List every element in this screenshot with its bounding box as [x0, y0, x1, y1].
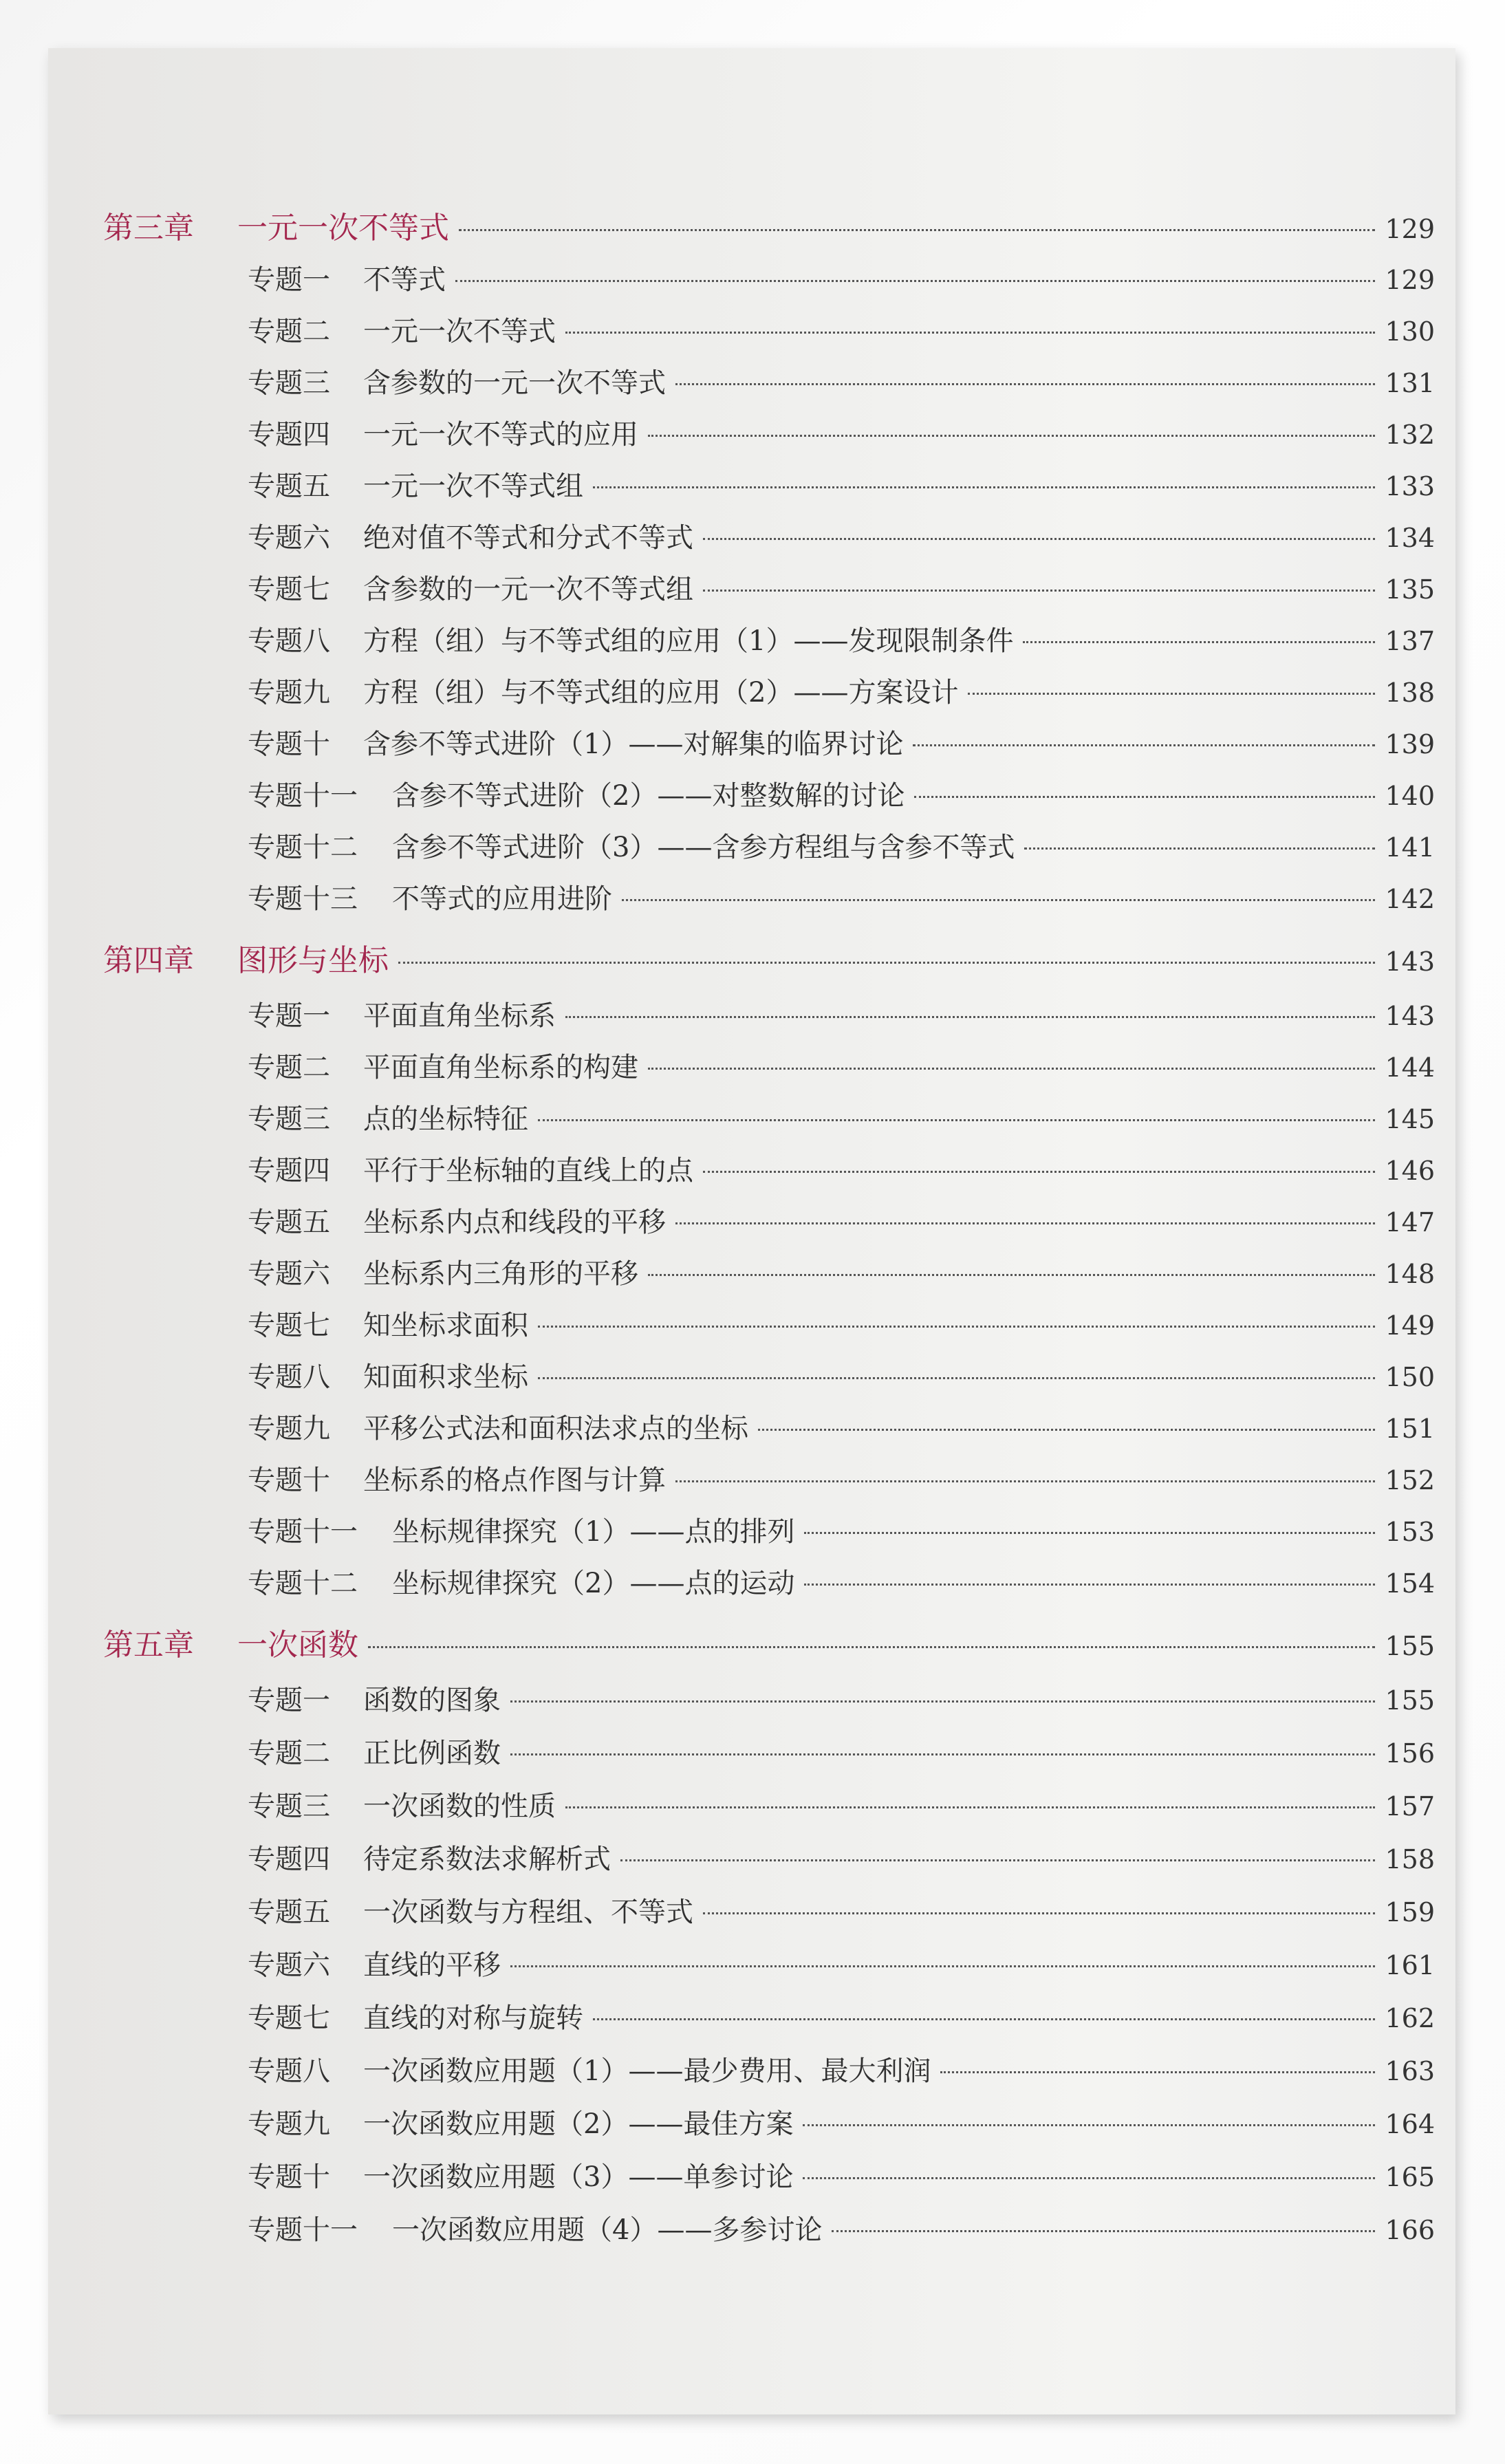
- topic-row: [248, 1407, 1435, 1446]
- topic-title: 知面积求坐标: [363, 1361, 528, 1393]
- topic-row: [248, 671, 1435, 710]
- page-number: 154: [1385, 1568, 1435, 1599]
- page-number: 143: [1385, 947, 1435, 977]
- topic-label: 专题四: [248, 419, 330, 451]
- topic-row: [248, 516, 1435, 555]
- topic-label: 专题十二: [248, 832, 358, 863]
- page-number: 147: [1385, 1207, 1435, 1238]
- topic-row: [248, 1996, 1435, 2035]
- page-number: 133: [1385, 471, 1435, 501]
- topic-row: [248, 1304, 1435, 1343]
- dot-leader: [703, 1171, 1375, 1173]
- page-number: 152: [1385, 1465, 1435, 1495]
- topic-label: 专题四: [248, 1155, 330, 1187]
- dot-leader: [622, 899, 1375, 901]
- page-number: 143: [1385, 1001, 1435, 1031]
- page-number: 155: [1385, 1631, 1435, 1661]
- page-number: 165: [1385, 2162, 1435, 2192]
- page-number: 164: [1385, 2109, 1435, 2139]
- topic-row: [248, 774, 1435, 813]
- topic-title: 平移公式法和面积法求点的坐标: [363, 1413, 748, 1445]
- dot-leader: [803, 2177, 1375, 2179]
- topic-label: 专题六: [248, 1258, 330, 1290]
- topic-label: 专题五: [248, 1207, 330, 1238]
- topic-label: 专题三: [248, 1791, 330, 1822]
- dot-leader: [459, 229, 1375, 231]
- topic-title: 一次函数应用题（3）——单参讨论: [363, 2161, 794, 2193]
- dot-leader: [398, 962, 1375, 964]
- topic-title: 不等式: [363, 264, 446, 296]
- topic-label: 专题二: [248, 1738, 330, 1769]
- dot-leader: [675, 1222, 1375, 1224]
- page-number: 155: [1385, 1685, 1435, 1716]
- topic-label: 专题五: [248, 1896, 330, 1928]
- topic-title: 一元一次不等式: [363, 316, 556, 347]
- dot-leader: [593, 486, 1375, 488]
- topic-title: 一元一次不等式组: [363, 471, 583, 502]
- topic-label: 专题十: [248, 728, 330, 760]
- topic-label: 专题十三: [248, 883, 358, 915]
- topic-row: [248, 994, 1435, 1033]
- page-number: 162: [1385, 2003, 1435, 2033]
- table-of-contents: [48, 48, 1455, 2414]
- page-number: 153: [1385, 1517, 1435, 1547]
- page-number: 148: [1385, 1259, 1435, 1289]
- dot-leader: [620, 1859, 1375, 1861]
- dot-leader: [703, 590, 1375, 592]
- topic-title: 一元一次不等式的应用: [363, 419, 638, 451]
- dot-leader: [368, 1646, 1375, 1648]
- topic-label: 专题六: [248, 522, 330, 554]
- topic-row: [248, 1097, 1435, 1136]
- page-number: 132: [1385, 420, 1435, 450]
- chapter-title: 图形与坐标: [237, 943, 389, 978]
- topic-row: [248, 619, 1435, 658]
- topic-label: 专题十一: [248, 780, 358, 812]
- topic-label: 专题一: [248, 264, 330, 296]
- topic-title: 点的坐标特征: [363, 1103, 528, 1135]
- page-number: 149: [1385, 1310, 1435, 1341]
- topic-title: 坐标规律探究（2）——点的运动: [392, 1568, 795, 1599]
- dot-leader: [832, 2230, 1375, 2232]
- topic-row: [248, 258, 1435, 297]
- dot-leader: [455, 280, 1375, 282]
- topic-row: [248, 2155, 1435, 2194]
- dot-leader: [914, 796, 1375, 798]
- topic-label: 专题十: [248, 1465, 330, 1496]
- topic-row: [248, 1890, 1435, 1930]
- dot-leader: [804, 1532, 1375, 1534]
- topic-label: 专题六: [248, 1949, 330, 1981]
- topic-title: 直线的平移: [363, 1949, 501, 1981]
- page-number: 142: [1385, 884, 1435, 914]
- topic-row: [248, 1252, 1435, 1291]
- topic-label: 专题九: [248, 2108, 330, 2140]
- book-page: [48, 48, 1455, 2414]
- page-number: 156: [1385, 1738, 1435, 1769]
- topic-title: 含参数的一元一次不等式: [363, 367, 666, 399]
- topic-row: [248, 1355, 1435, 1394]
- page-number: 151: [1385, 1414, 1435, 1444]
- dot-leader: [648, 435, 1375, 437]
- topic-label: 专题八: [248, 2055, 330, 2087]
- dot-leader: [703, 1912, 1375, 1914]
- page-number: 134: [1385, 523, 1435, 553]
- page-number: 145: [1385, 1104, 1435, 1134]
- dot-leader: [510, 1965, 1375, 1967]
- chapter-title: 一次函数: [237, 1628, 358, 1663]
- topic-title: 含参不等式进阶（2）——对整数解的讨论: [392, 780, 905, 812]
- topic-label: 专题九: [248, 677, 330, 709]
- dot-leader: [675, 383, 1375, 385]
- topic-title: 含参不等式进阶（1）——对解集的临界讨论: [363, 728, 904, 760]
- topic-title: 正比例函数: [363, 1738, 501, 1769]
- topic-title: 平行于坐标轴的直线上的点: [363, 1155, 693, 1187]
- topic-label: 专题七: [248, 1310, 330, 1341]
- topic-row: [248, 1784, 1435, 1824]
- topic-label: 专题七: [248, 574, 330, 605]
- topic-title: 函数的图象: [363, 1685, 501, 1716]
- dot-leader: [565, 1016, 1375, 1018]
- topic-label: 专题二: [248, 316, 330, 347]
- topic-label: 专题一: [248, 1685, 330, 1716]
- topic-row: [248, 361, 1435, 400]
- topic-title: 绝对值不等式和分式不等式: [363, 522, 693, 554]
- chapter-row-5: [103, 1620, 1435, 1664]
- page-number: 135: [1385, 574, 1435, 605]
- chapter-label: 第三章: [103, 210, 194, 246]
- page-number: 144: [1385, 1052, 1435, 1083]
- dot-leader: [538, 1326, 1375, 1328]
- topic-row: [248, 722, 1435, 761]
- page-number: 139: [1385, 729, 1435, 759]
- dot-leader: [675, 1480, 1375, 1482]
- page-number: 129: [1385, 265, 1435, 295]
- dot-leader: [913, 744, 1375, 746]
- page-number: 130: [1385, 316, 1435, 347]
- dot-leader: [648, 1068, 1375, 1070]
- topic-row: [248, 1200, 1435, 1240]
- topic-title: 待定系数法求解析式: [363, 1844, 611, 1875]
- dot-leader: [593, 2018, 1375, 2020]
- topic-title: 含参不等式进阶（3）——含参方程组与含参不等式: [392, 832, 1015, 863]
- topic-row: [248, 2208, 1435, 2247]
- topic-row: [248, 1458, 1435, 1498]
- topic-label: 专题八: [248, 1361, 330, 1393]
- topic-row: [248, 2049, 1435, 2088]
- dot-leader: [803, 2124, 1375, 2126]
- page-number: 138: [1385, 678, 1435, 708]
- page-number: 141: [1385, 832, 1435, 863]
- chapter-row-3: [103, 203, 1435, 247]
- topic-row: [248, 1561, 1435, 1601]
- chapter-label: 第五章: [103, 1628, 194, 1663]
- topic-label: 专题九: [248, 1413, 330, 1445]
- topic-title: 一次函数与方程组、不等式: [363, 1896, 693, 1928]
- dot-leader: [758, 1429, 1375, 1431]
- topic-title: 一次函数的性质: [363, 1791, 556, 1822]
- dot-leader: [565, 332, 1375, 334]
- topic-label: 专题三: [248, 367, 330, 399]
- page-number: 161: [1385, 1950, 1435, 1980]
- topic-label: 专题十一: [248, 2214, 358, 2246]
- topic-label: 专题八: [248, 625, 330, 657]
- topic-row: [248, 1943, 1435, 1982]
- topic-title: 坐标系内点和线段的平移: [363, 1207, 666, 1238]
- topic-row: [248, 1731, 1435, 1771]
- dot-leader: [565, 1806, 1375, 1808]
- page-number: 150: [1385, 1362, 1435, 1392]
- page-number: 137: [1385, 626, 1435, 656]
- page-number: 129: [1385, 214, 1435, 244]
- dot-leader: [968, 693, 1375, 695]
- topic-row: [248, 1678, 1435, 1718]
- page-number: 140: [1385, 781, 1435, 811]
- dot-leader: [538, 1119, 1375, 1121]
- topic-row: [248, 825, 1435, 865]
- topic-title: 方程（组）与不等式组的应用（2）——方案设计: [363, 677, 959, 709]
- topic-label: 专题七: [248, 2002, 330, 2034]
- topic-label: 专题十一: [248, 1516, 358, 1548]
- dot-leader: [648, 1274, 1375, 1276]
- topic-title: 含参数的一元一次不等式组: [363, 574, 693, 605]
- topic-row: [248, 310, 1435, 349]
- topic-label: 专题十二: [248, 1568, 358, 1599]
- topic-title: 直线的对称与旋转: [363, 2002, 583, 2034]
- dot-leader: [703, 538, 1375, 540]
- dot-leader: [1023, 641, 1375, 643]
- topic-title: 平面直角坐标系: [363, 1000, 556, 1032]
- topic-title: 一次函数应用题（1）——最少费用、最大利润: [363, 2055, 931, 2087]
- topic-title: 知坐标求面积: [363, 1310, 528, 1341]
- topic-row: [248, 1046, 1435, 1085]
- topic-row: [248, 1510, 1435, 1549]
- topic-label: 专题十: [248, 2161, 330, 2193]
- topic-title: 坐标规律探究（1）——点的排列: [392, 1516, 795, 1548]
- topic-title: 坐标系内三角形的平移: [363, 1258, 638, 1290]
- topic-label: 专题五: [248, 471, 330, 502]
- topic-title: 不等式的应用进阶: [392, 883, 612, 915]
- topic-row: [248, 413, 1435, 452]
- topic-row: [248, 1149, 1435, 1188]
- topic-title: 一次函数应用题（2）——最佳方案: [363, 2108, 794, 2140]
- dot-leader: [538, 1377, 1375, 1379]
- topic-label: 专题四: [248, 1844, 330, 1875]
- topic-title: 一次函数应用题（4）——多参讨论: [392, 2214, 823, 2246]
- dot-leader: [510, 1700, 1375, 1703]
- topic-row: [248, 568, 1435, 607]
- page-number: 131: [1385, 368, 1435, 398]
- page-number: 158: [1385, 1844, 1435, 1874]
- page-number: 157: [1385, 1791, 1435, 1822]
- chapter-row-4: [103, 936, 1435, 980]
- page-number: 166: [1385, 2215, 1435, 2245]
- page-number: 163: [1385, 2056, 1435, 2086]
- topic-row: [248, 2102, 1435, 2141]
- topic-row: [248, 464, 1435, 504]
- dot-leader: [804, 1584, 1375, 1586]
- topic-title: 平面直角坐标系的构建: [363, 1052, 638, 1083]
- topic-row: [248, 877, 1435, 916]
- dot-leader: [510, 1753, 1375, 1755]
- page-number: 159: [1385, 1897, 1435, 1927]
- dot-leader: [940, 2071, 1375, 2073]
- topic-title: 坐标系的格点作图与计算: [363, 1465, 666, 1496]
- topic-title: 方程（组）与不等式组的应用（1）——发现限制条件: [363, 625, 1014, 657]
- topic-label: 专题三: [248, 1103, 330, 1135]
- topic-label: 专题二: [248, 1052, 330, 1083]
- topic-label: 专题一: [248, 1000, 330, 1032]
- chapter-title: 一元一次不等式: [237, 210, 449, 246]
- topic-row: [248, 1837, 1435, 1877]
- chapter-label: 第四章: [103, 943, 194, 978]
- page-number: 146: [1385, 1156, 1435, 1186]
- dot-leader: [1024, 847, 1375, 850]
